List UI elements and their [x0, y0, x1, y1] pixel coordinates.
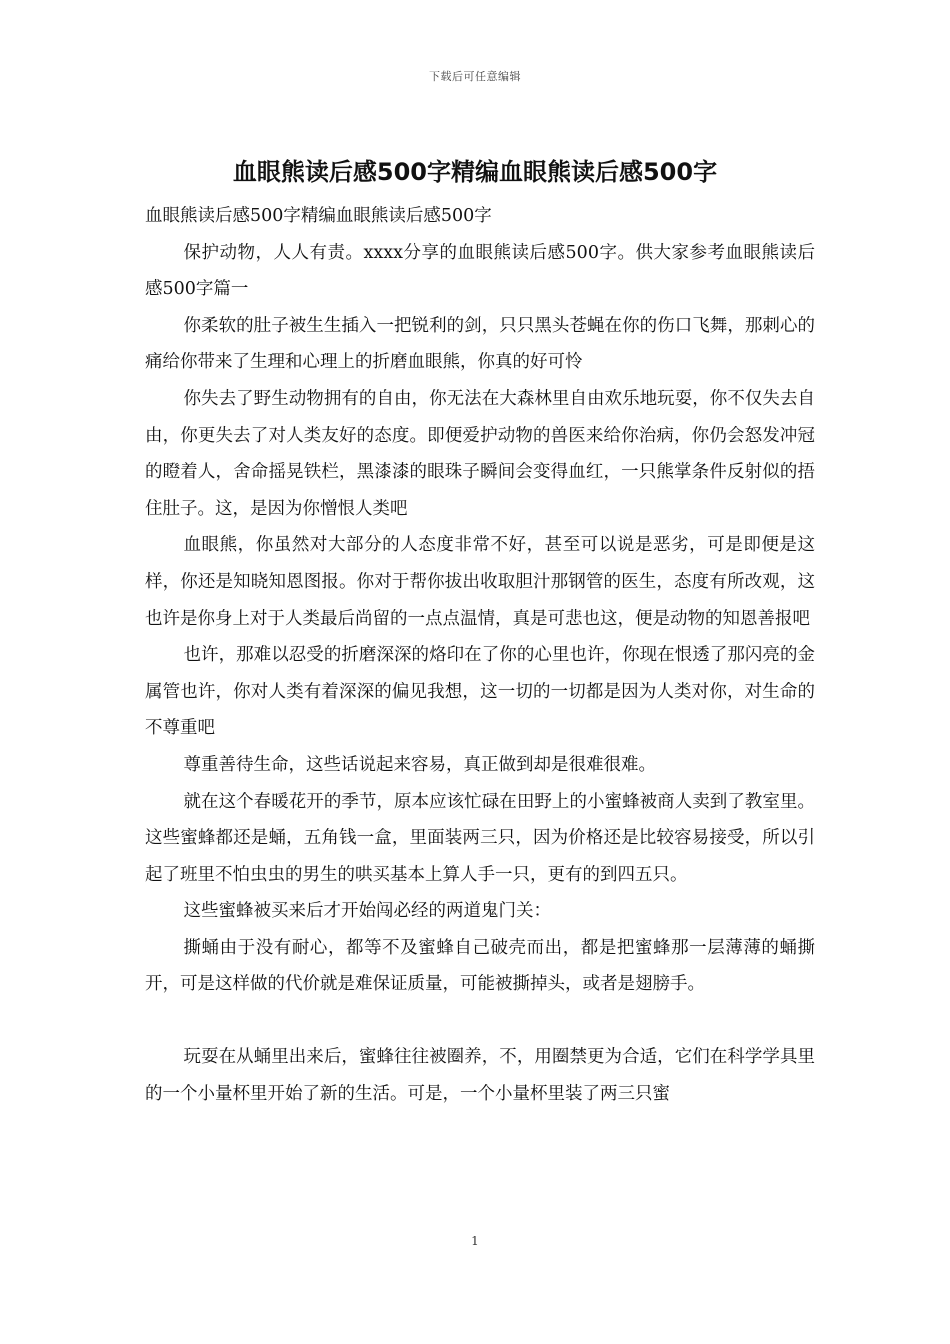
- paragraph: 保护动物，人人有责。xxxx分享的血眼熊读后感500字。供大家参考血眼熊读后感500字篇一: [145, 242, 815, 300]
- paragraph: 这些蜜蜂被买来后才开始闯必经的两道鬼门关：: [183, 901, 551, 922]
- paragraph: 撕蛹由于没有耐心，都等不及蜜蜂自己破壳而出，都是把蜜蜂那一层薄薄的蛹撕开，可是这样做的代价就是难保证质量，可能被撕掉头，或者是翅膀手。: [145, 937, 815, 995]
- paragraph: 尊重善待生命，这些话说起来容易，真正做到却是很难很难。: [183, 754, 656, 775]
- paragraph: 你柔软的肚子被生生插入一把锐利的剑，只只黑头苍蝇在你的伤口飞舞，那刺心的痛给你带来了生理和心理上的折磨血眼熊，你真的好可怜: [145, 315, 815, 373]
- paragraph: 玩耍在从蛹里出来后，蜜蜂往往被圈养，不，用圈禁更为合适，它们在科学学具里的一个小量杯里开始了新的生活。可是，一个小量杯里装了两三只蜜: [145, 1047, 815, 1104]
- header-note: 下载后可任意编辑: [429, 70, 521, 83]
- page-number: 1: [471, 1234, 479, 1248]
- paragraph-subtitle: 血眼熊读后感500字精编血眼熊读后感500字: [145, 206, 492, 226]
- paragraph: 也许，那难以忍受的折磨深深的烙印在了你的心里也许，你现在恨透了那闪亮的金属管也许，你对人类有着深深的偏见我想，这一切的一切都是因为人类对你，对生命的不尊重吧: [145, 645, 815, 739]
- paragraph: 血眼熊，你虽然对大部分的人态度非常不好，甚至可以说是恶劣，可是即便是这样，你还是知晓知恩图报。你对于帮你拔出收取胆汁那钢管的医生，态度有所改观，这也许是你身上对于人类最后尚留的一点点温情，真是可悲也这，便是动物的知恩善报吧: [145, 535, 815, 629]
- paragraph: 你失去了野生动物拥有的自由，你无法在大森林里自由欢乐地玩耍，你不仅失去自由，你更失去了对人类友好的态度。即便爱护动物的兽医来给你治病，你仍会怒发冲冠的瞪着人，舍命摇晃铁栏，黑漆漆的眼珠子瞬间会变得血红，一只熊掌条件反射似的捂住肚子。这，是因为你憎恨人类吧: [145, 388, 815, 519]
- paragraph: 就在这个春暖花开的季节，原本应该忙碌在田野上的小蜜蜂被商人卖到了教室里。这些蜜蜂都还是蛹，五角钱一盒，里面装两三只，因为价格还是比较容易接受，所以引起了班里不怕虫虫的男生的哄买基本上算人手一只，更有的到四五只。: [145, 791, 815, 885]
- document-body: [145, 198, 815, 1112]
- document-title: 血眼熊读后感500字精编血眼熊读后感500字: [232, 158, 718, 186]
